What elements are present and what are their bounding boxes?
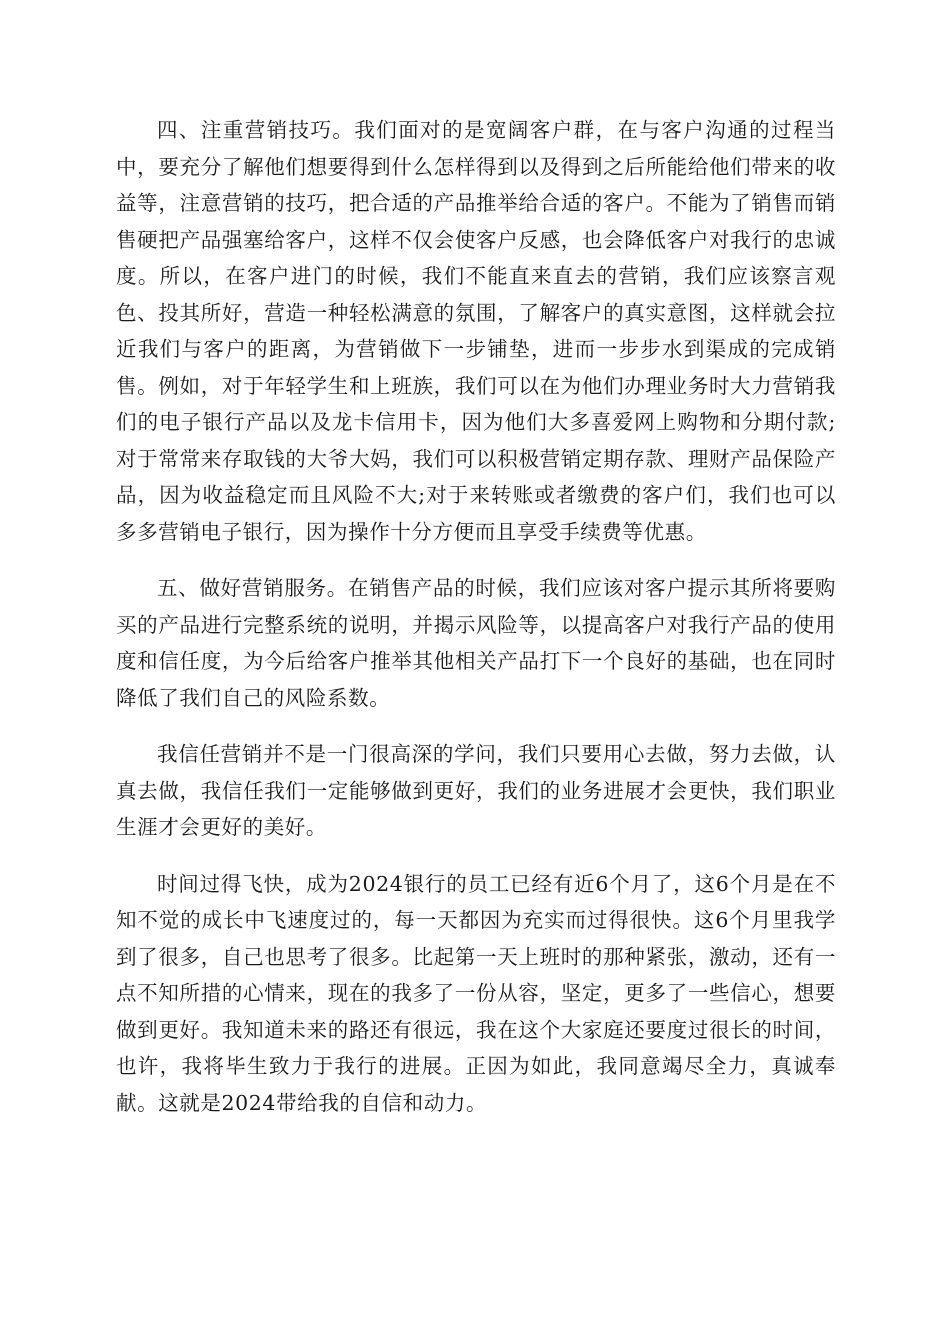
paragraph-marketing-service: 五、做好营销服务。在销售产品的时候，我们应该对客户提示其所将要购买的产品进行完整系统的说明，并揭示风险等，以提高客户对我行产品的使用度和信任度，为今后给客户推举其他相关产品打下一个良好的基础，也在同时降低了我们自己的风险系数。 <box>116 576 836 710</box>
document-body <box>116 112 836 1141</box>
paragraph-marketing-belief: 我信任营销并不是一门很高深的学问，我们只要用心去做，努力去做，认真去做，我信任我们一定能够做到更好，我们的业务进展才会更快，我们职业生涯才会更好的美好。 <box>116 742 836 839</box>
paragraph-six-months-reflection: 时间过得飞快，成为2024银行的员工已经有近6个月了，这6个月是在不知不觉的成长中飞速度过的，每一天都因为充实而过得很快。这6个月里我学到了很多，自己也思考了很多。比起第一天上班时的那种紧张，激动，还有一点不知所措的心情来，现在的我多了一份从容，坚定，更多了一些信心，想要做到更好。我知道未来的路还有很远，我在这个大家庭还要度过很长的时间，也许，我将毕生致力于我行的进展。正因为如此，我同意竭尽全力，真诚奉献。这就是2024带给我的自信和动力。 <box>116 871 836 1115</box>
paragraph-marketing-skills: 四、注重营销技巧。我们面对的是宽阔客户群，在与客户沟通的过程当中，要充分了解他们想要得到什么怎样得到以及得到之后所能给他们带来的收益等，注意营销的技巧，把合适的产品推举给合适的客户。不能为了销售而销售硬把产品强塞给客户，这样不仅会使客户反感，也会降低客户对我行的忠诚度。所以，在客户进门的时候，我们不能直来直去的营销，我们应该察言观色、投其所好，营造一种轻松满意的氛围，了解客户的真实意图，这样就会拉近我们与客户的距离，为营销做下一步铺垫，进而一步步水到渠成的完成销售。例如，对于年轻学生和上班族，我们可以在为他们办理业务时大力营销我们的电子银行产品以及龙卡信用卡，因为他们大多喜爱网上购物和分期付款;对于常常来存取钱的大爷大妈，我们可以积极营销定期存款、理财产品保险产品，因为收益稳定而且风险不大;对于来转账或者缴费的客户们，我们也可以多多营销电子银行，因为操作十分方便而且享受手续费等优惠。 <box>116 118 836 544</box>
